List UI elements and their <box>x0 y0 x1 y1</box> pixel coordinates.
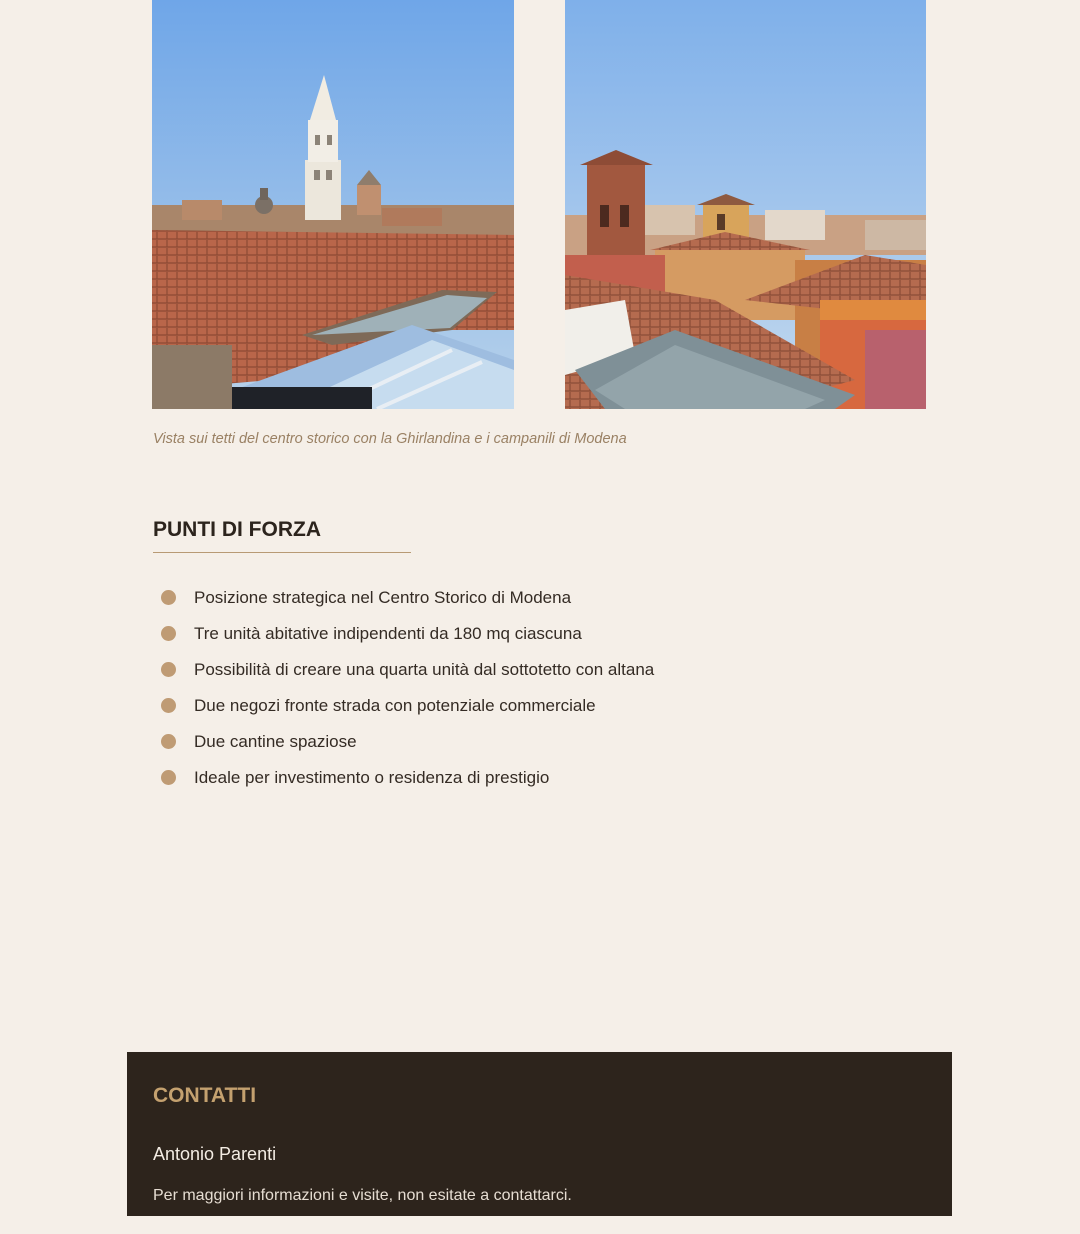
bullet-dot-icon <box>161 662 176 677</box>
gallery-photo-bell-towers[interactable] <box>565 0 926 409</box>
gallery-photo-ghirlandina[interactable] <box>152 0 514 409</box>
bullet-dot-icon <box>161 770 176 785</box>
strengths-list-item <box>153 580 654 616</box>
contact-box <box>127 1052 952 1216</box>
rooftops-ghirlandina-image <box>152 0 514 409</box>
strength-text: Tre unità abitative indipendenti da 180 mq ciascuna <box>194 624 582 643</box>
strengths-list-item <box>153 760 654 796</box>
strength-text: Posizione strategica nel Centro Storico di Modena <box>194 588 572 607</box>
bullet-dot-icon <box>161 698 176 713</box>
strengths-list-item <box>153 616 654 652</box>
strengths-title-underline <box>153 552 411 553</box>
bullet-dot-icon <box>161 590 176 605</box>
bullet-dot-icon <box>161 626 176 641</box>
gallery-caption: Vista sui tetti del centro storico con la Ghirlandina e i campanili di Modena <box>153 431 627 447</box>
contact-message: Per maggiori informazioni e visite, non esitate a contattarci. <box>153 1187 572 1204</box>
strength-text: Due negozi fronte strada con potenziale commerciale <box>194 696 596 715</box>
strengths-list-item <box>153 688 654 724</box>
rooftops-bell-towers-image <box>565 0 926 409</box>
strength-text: Ideale per investimento o residenza di prestigio <box>194 768 550 787</box>
strengths-list <box>153 580 654 796</box>
strengths-list-item <box>153 652 654 688</box>
strengths-title: PUNTI DI FORZA <box>153 518 321 541</box>
contact-title: CONTATTI <box>153 1084 257 1107</box>
strengths-list-item <box>153 724 654 760</box>
contact-name: Antonio Parenti <box>153 1144 277 1164</box>
strength-text: Due cantine spaziose <box>194 732 357 751</box>
strength-text: Possibilità di creare una quarta unità dal sottotetto con altana <box>194 660 655 679</box>
bullet-dot-icon <box>161 734 176 749</box>
